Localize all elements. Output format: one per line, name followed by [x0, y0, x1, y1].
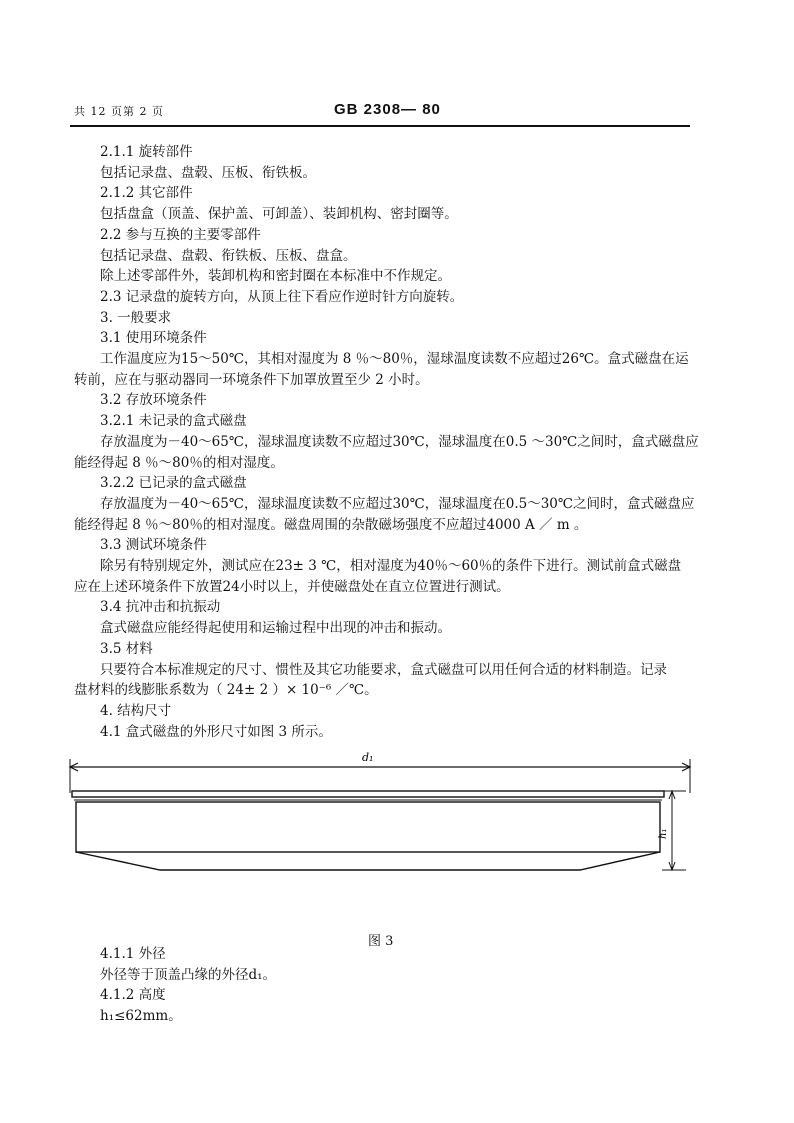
- section-heading: 2.2 参与互换的主要零部件: [100, 226, 261, 243]
- paragraph-line: h₁≤62mm。: [100, 1008, 182, 1025]
- paragraph-line: 除上述零部件外，装卸机构和密封圈在本标准中不作规定。: [100, 268, 451, 285]
- document-body-continued: [100, 944, 692, 1027]
- section-heading: 2.1.1 旋转部件: [100, 144, 193, 160]
- section-heading: 3.2.1 未记录的盒式磁盘: [100, 413, 247, 430]
- paragraph-line: 2.3 记录盘的旋转方向，从顶上往下看应作逆时针方向旋转。: [100, 288, 464, 305]
- paragraph-line: 能经得起 8 ％～80％的相对湿度。: [74, 454, 284, 471]
- figure-caption: 图 3: [368, 934, 394, 949]
- standard-number: GB 2308— 80: [334, 101, 441, 118]
- paragraph-line: 只要符合本标准规定的尺寸、惯性及其它功能要求，盒式磁盘可以用任何合适的材料制造。记录: [100, 661, 667, 678]
- paragraph-line: 转前，应在与驱动器同一环境条件下加罩放置至少 2 小时。: [74, 371, 429, 388]
- h1-label: h₁: [658, 828, 669, 839]
- section-heading: 3.2 存放环境条件: [100, 392, 207, 409]
- section-heading: 4.1 盒式磁盘的外形尺寸如图 3 所示。: [100, 723, 332, 740]
- cartridge-body: [76, 802, 660, 852]
- bottom-taper: [76, 852, 660, 870]
- paragraph-line: 包括盘盒（顶盖、保护盖、可卸盖）、装卸机构、密封圈等。: [100, 206, 458, 223]
- section-heading: 2.1.2 其它部件: [100, 185, 193, 202]
- section-heading: 3.5 材料: [100, 640, 153, 657]
- section-heading: 4.1.1 外径: [100, 946, 166, 962]
- paragraph-line: 包括记录盘、盘毂、压板、衔铁板。: [100, 164, 316, 181]
- paragraph-line: 应在上述环境条件下放置24小时以上，并使磁盘处在直立位置进行测试。: [74, 578, 510, 595]
- d1-label: d₁: [362, 751, 374, 764]
- disk-cartridge-figure: [60, 745, 700, 895]
- section-heading: 4.1.2 高度: [100, 987, 166, 1004]
- page-count: 共 12 页第 2 页: [74, 105, 164, 118]
- header-rule: [70, 125, 690, 127]
- paragraph-line: 盘材料的线膨胀系数为（ 24± 2 ）× 10⁻⁶ ／℃。: [74, 682, 378, 699]
- section-heading: 3.3 测试环境条件: [100, 537, 207, 554]
- paragraph-line: 能经得起 8 ％～80％的相对湿度。磁盘周围的杂散磁场强度不应超过4000 A ／ m 。: [74, 516, 588, 533]
- paragraph-line: 存放温度为－40～65℃，湿球温度读数不应超过30℃，湿球温度在0.5～30℃之间时，盒式磁盘应: [100, 495, 695, 512]
- paragraph-line: 盒式磁盘应能经得起使用和运输过程中出现的冲击和振动。: [100, 620, 451, 637]
- section-heading: 3.1 使用环境条件: [100, 330, 207, 347]
- section-heading: 3.2.2 已记录的盒式磁盘: [100, 475, 247, 492]
- paragraph-line: 除另有特别规定外，测试应在23± 3 ℃，相对湿度为40％～60％的条件下进行。测试前盒式磁盘: [100, 558, 682, 575]
- section-heading: 4. 结构尺寸: [100, 702, 172, 719]
- paragraph-line: 外径等于顶盖凸缘的外径d₁。: [100, 966, 277, 983]
- top-flange: [72, 791, 664, 797]
- document-body: [74, 142, 699, 742]
- paragraph-line: 包括记录盘、盘毂、衔铁板、压板、盘盒。: [100, 247, 357, 264]
- section-heading: 3. 一般要求: [100, 309, 172, 326]
- paragraph-line: 工作温度应为15～50℃，其相对湿度为 8 ％～80％，湿球温度读数不应超过26℃。盒式磁盘在运: [100, 351, 689, 368]
- paragraph-line: 存放温度为－40～65℃，湿球温度读数不应超过30℃，湿球温度在0.5 ～30℃之间时，盒式磁盘应: [100, 433, 699, 450]
- section-heading: 3.4 抗冲击和抗振动: [100, 599, 221, 616]
